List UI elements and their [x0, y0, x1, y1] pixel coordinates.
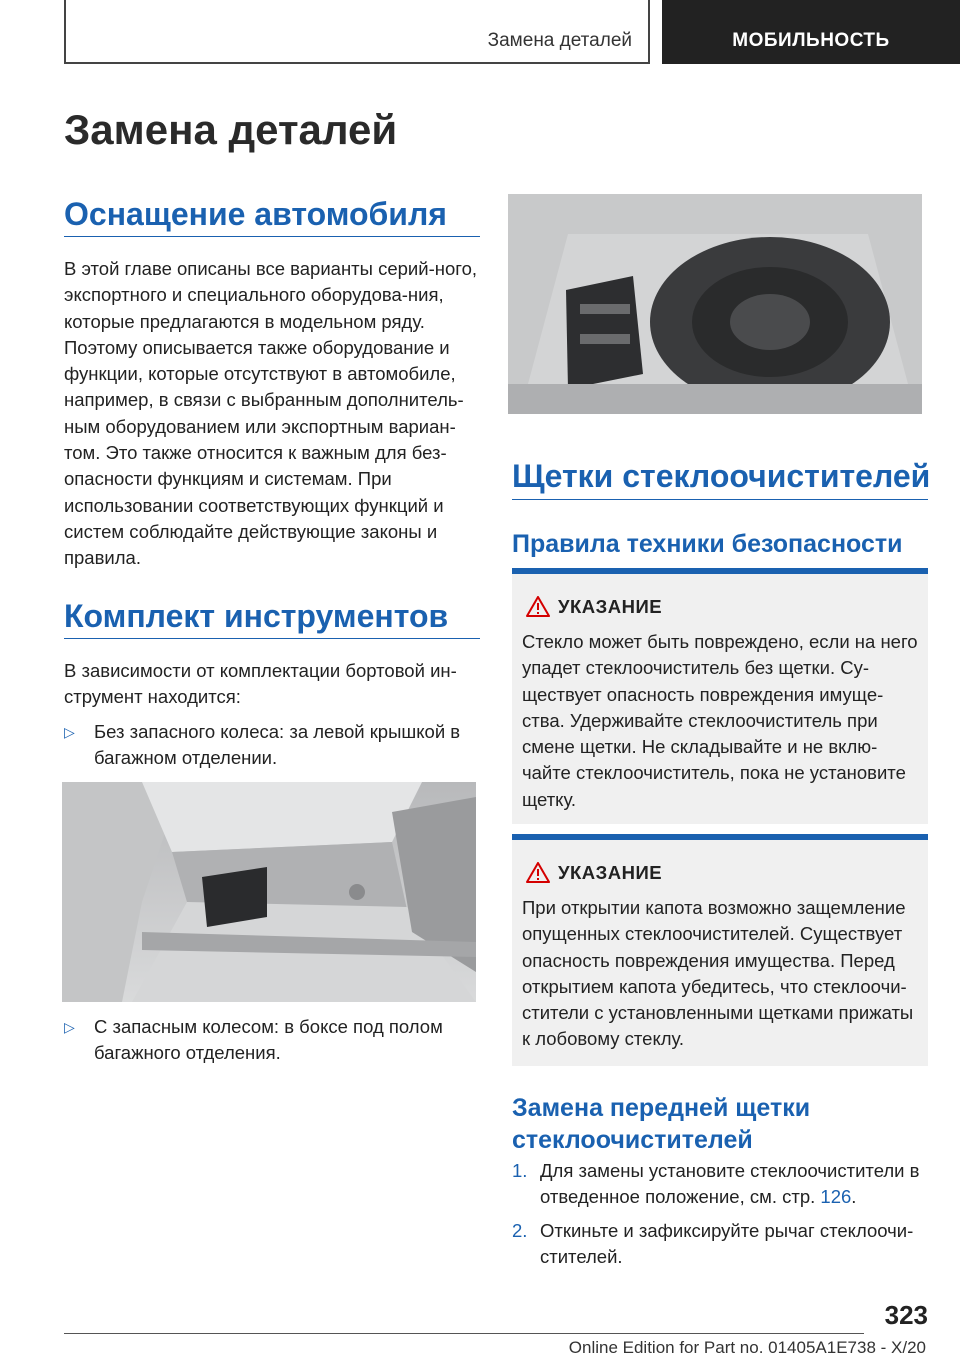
- step-text: Откиньте и зафиксируйте рычаг стеклоочи-стителей.: [540, 1220, 914, 1268]
- step-text-end: .: [851, 1186, 857, 1208]
- step-text: Для замены установите стеклоочистители в отведенное положение, см. стр.: [540, 1160, 920, 1208]
- heading-rule: [64, 236, 480, 237]
- notice-text: Стекло может быть повреждено, если на него упадет стеклоочиститель без щетки. Су-ществует опасность повреждения имуще-ства. Удерживайте стеклоочиститель при смене щетки. Не складывайте и не вклю-чайте стеклоочиститель, пока не установите щетку.: [522, 631, 918, 810]
- step-number: 2.: [512, 1220, 528, 1241]
- bullet-text: С запасным колесом: в боксе под полом багажного отделения.: [94, 1016, 443, 1064]
- heading-front-wiper: Замена передней щетки стеклоочистителей: [512, 1094, 811, 1154]
- warning-icon: [526, 862, 550, 883]
- header-section-label: Замена деталей: [487, 30, 632, 51]
- page-number: 323: [884, 1300, 928, 1330]
- heading-rule: [512, 499, 928, 500]
- list-item: [64, 1014, 482, 1067]
- list-item: [512, 1158, 928, 1211]
- header-chapter-tab: [662, 0, 960, 64]
- heading-equipment: Оснащение автомобиля: [64, 196, 447, 232]
- spare-wheel-photo: [508, 194, 922, 414]
- header-chapter-label: МОБИЛЬНОСТЬ: [732, 30, 890, 51]
- header-section-tab: [64, 0, 650, 64]
- triangle-right-icon: ▷: [64, 1019, 75, 1035]
- triangle-right-icon: ▷: [64, 724, 75, 740]
- spare-wheel-illustration: [508, 194, 922, 414]
- tools-text: В зависимости от комплектации бортовой ин-струмент находится:: [64, 660, 457, 708]
- heading-wipers: Щетки стеклоочистителей: [512, 458, 931, 494]
- step-number: 1.: [512, 1160, 528, 1181]
- list-item: [512, 1218, 928, 1271]
- heading-rule: [64, 638, 480, 639]
- heading-safety: Правила техники безопасности: [512, 530, 903, 558]
- warning-icon: [526, 596, 550, 617]
- notice-box: [512, 834, 928, 1066]
- footer-edition: Online Edition for Part no. 01405A1E738 - X/20: [568, 1338, 926, 1357]
- notice-title: УКАЗАНИЕ: [558, 862, 663, 883]
- page-title: Замена деталей: [64, 106, 398, 153]
- bullet-text: Без запасного колеса: за левой крышкой в багажном отделении.: [94, 721, 461, 769]
- notice-text: При открытии капота возможно защемление опущенных стеклоочистителей. Существует опасность повреждения имущества. Перед открытием капота убедитесь, что стеклоочи-стители с установленными щетками прижаты к лобовому стеклу.: [522, 897, 914, 1050]
- equipment-text: В этой главе описаны все варианты серий-ного, экспортного и специального оборудова-ния, которые предлагаются в модельном ряду. Поэтому описывается также оборудование и функции, которые отсутствуют в автомобиле, например, в связи с выбранным дополнитель-ным оборудованием или экспортным вариан-том. Это также относится к важным для без-опасности функциям и системам. При использовании соответствующих функций и систем соблюдайте действующие законы и правила.: [64, 258, 478, 569]
- notice-box: [512, 568, 928, 824]
- footer-rule: [64, 1333, 864, 1334]
- list-item: [64, 719, 482, 772]
- heading-tools: Комплект инструментов: [64, 598, 449, 634]
- notice-title: УКАЗАНИЕ: [558, 596, 663, 617]
- page-link[interactable]: 126: [820, 1186, 852, 1208]
- trunk-photo: [62, 782, 476, 1002]
- trunk-illustration: [62, 782, 476, 1002]
